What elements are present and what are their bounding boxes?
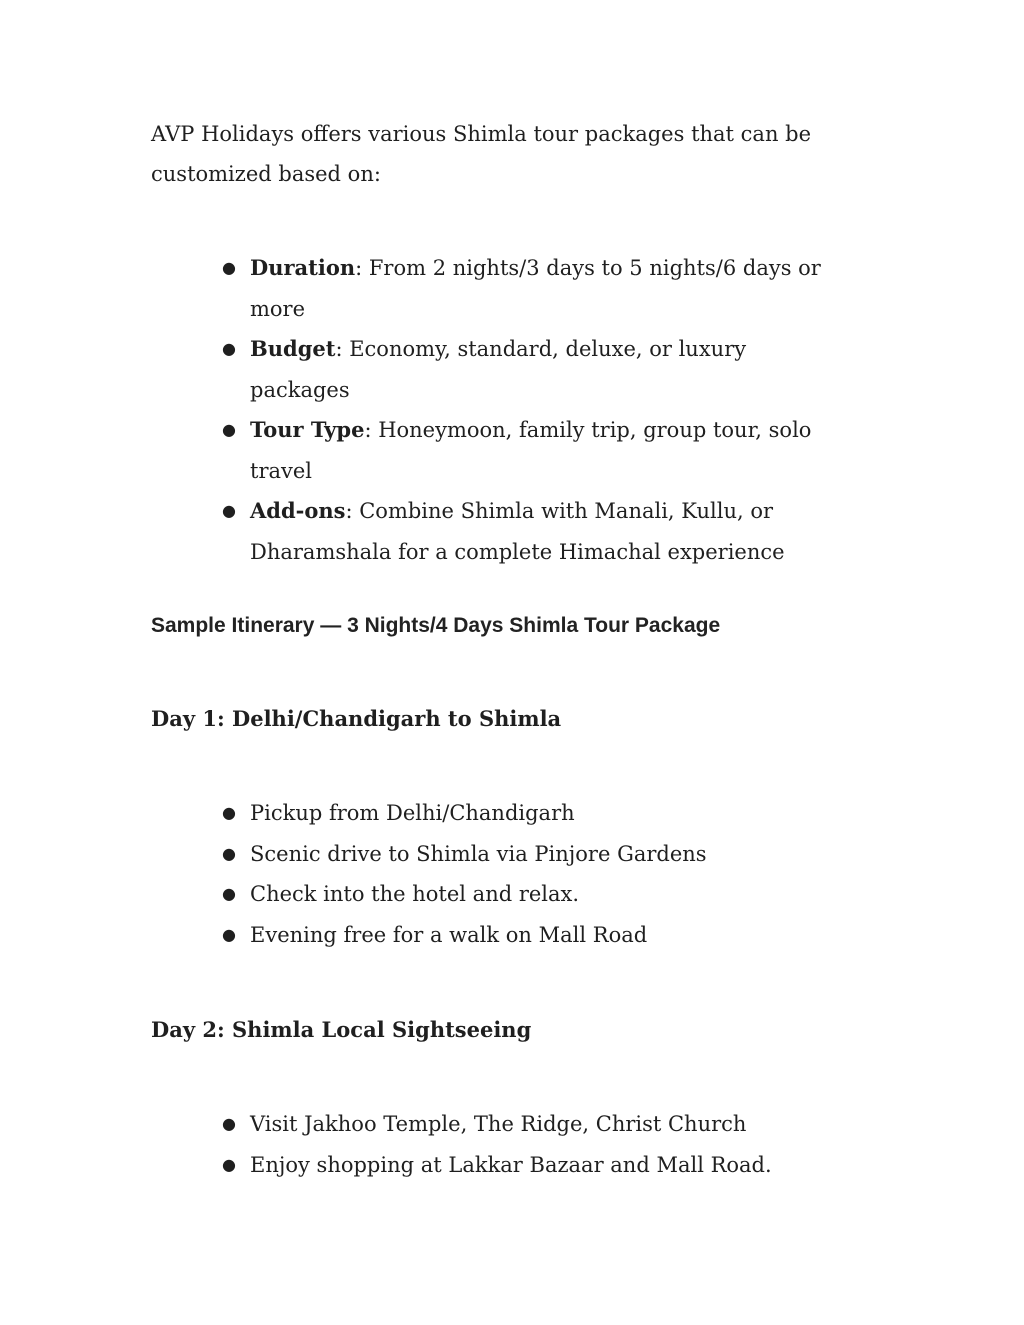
list-item-text: Visit Jakhoo Temple, The Ridge, Christ Church: [250, 1112, 747, 1136]
option-term: Duration: [250, 255, 356, 280]
list-item: [218, 329, 840, 410]
list-item: [218, 874, 858, 915]
bullet-icon: ●: [222, 924, 236, 944]
option-term: Add-ons: [250, 498, 346, 523]
day-1-title: Day 1: Delhi/Chandigarh to Shimla: [151, 706, 562, 731]
list-item: [218, 248, 840, 329]
list-item: [218, 915, 858, 956]
list-item: [218, 410, 840, 491]
list-item-text: Enjoy shopping at Lakkar Bazaar and Mall Road.: [250, 1152, 772, 1177]
bullet-icon: ●: [222, 1114, 236, 1133]
bullet-icon: ●: [222, 420, 236, 439]
bullet-icon: ●: [222, 501, 236, 520]
day-2-list: [218, 1104, 858, 1185]
day-1-list: [218, 793, 858, 955]
list-item-text: Check into the hotel and relax.: [250, 882, 580, 906]
bullet-icon: ●: [222, 258, 236, 277]
bullet-icon: ●: [222, 339, 236, 358]
option-text: : Honeymoon, family trip, group tour, solo travel: [250, 418, 812, 483]
option-text: : Combine Shimla with Manali, Kullu, or Dharamshala for a complete Himachal experience: [250, 499, 785, 564]
option-text: : Economy, standard, deluxe, or luxury packages: [250, 337, 747, 402]
bullet-icon: ●: [222, 843, 236, 863]
list-item: [218, 793, 858, 834]
bullet-icon: ●: [222, 884, 236, 903]
option-term: Budget: [250, 336, 336, 361]
list-item: [218, 834, 858, 875]
option-text: : From 2 nights/3 days to 5 nights/6 days or more: [250, 256, 821, 321]
itinerary-heading: Sample Itinerary — 3 Nights/4 Days Shimla Tour Package: [151, 614, 721, 637]
list-item: [218, 1145, 858, 1186]
package-options-list: [218, 248, 858, 572]
intro-paragraph: AVP Holidays offers various Shimla tour packages that can be customized based on:: [151, 122, 812, 186]
list-item-text: Scenic drive to Shimla via Pinjore Gardens: [250, 841, 707, 866]
bullet-icon: ●: [222, 803, 236, 822]
option-term: Tour Type: [250, 417, 365, 442]
day-2-title: Day 2: Shimla Local Sightseeing: [151, 1017, 532, 1042]
list-item-text: Pickup from Delhi/Chandigarh: [250, 801, 575, 825]
list-item: [218, 491, 840, 572]
list-item-text: Evening free for a walk on Mall Road: [250, 922, 648, 947]
bullet-icon: ●: [222, 1154, 236, 1174]
list-item: [218, 1104, 858, 1145]
